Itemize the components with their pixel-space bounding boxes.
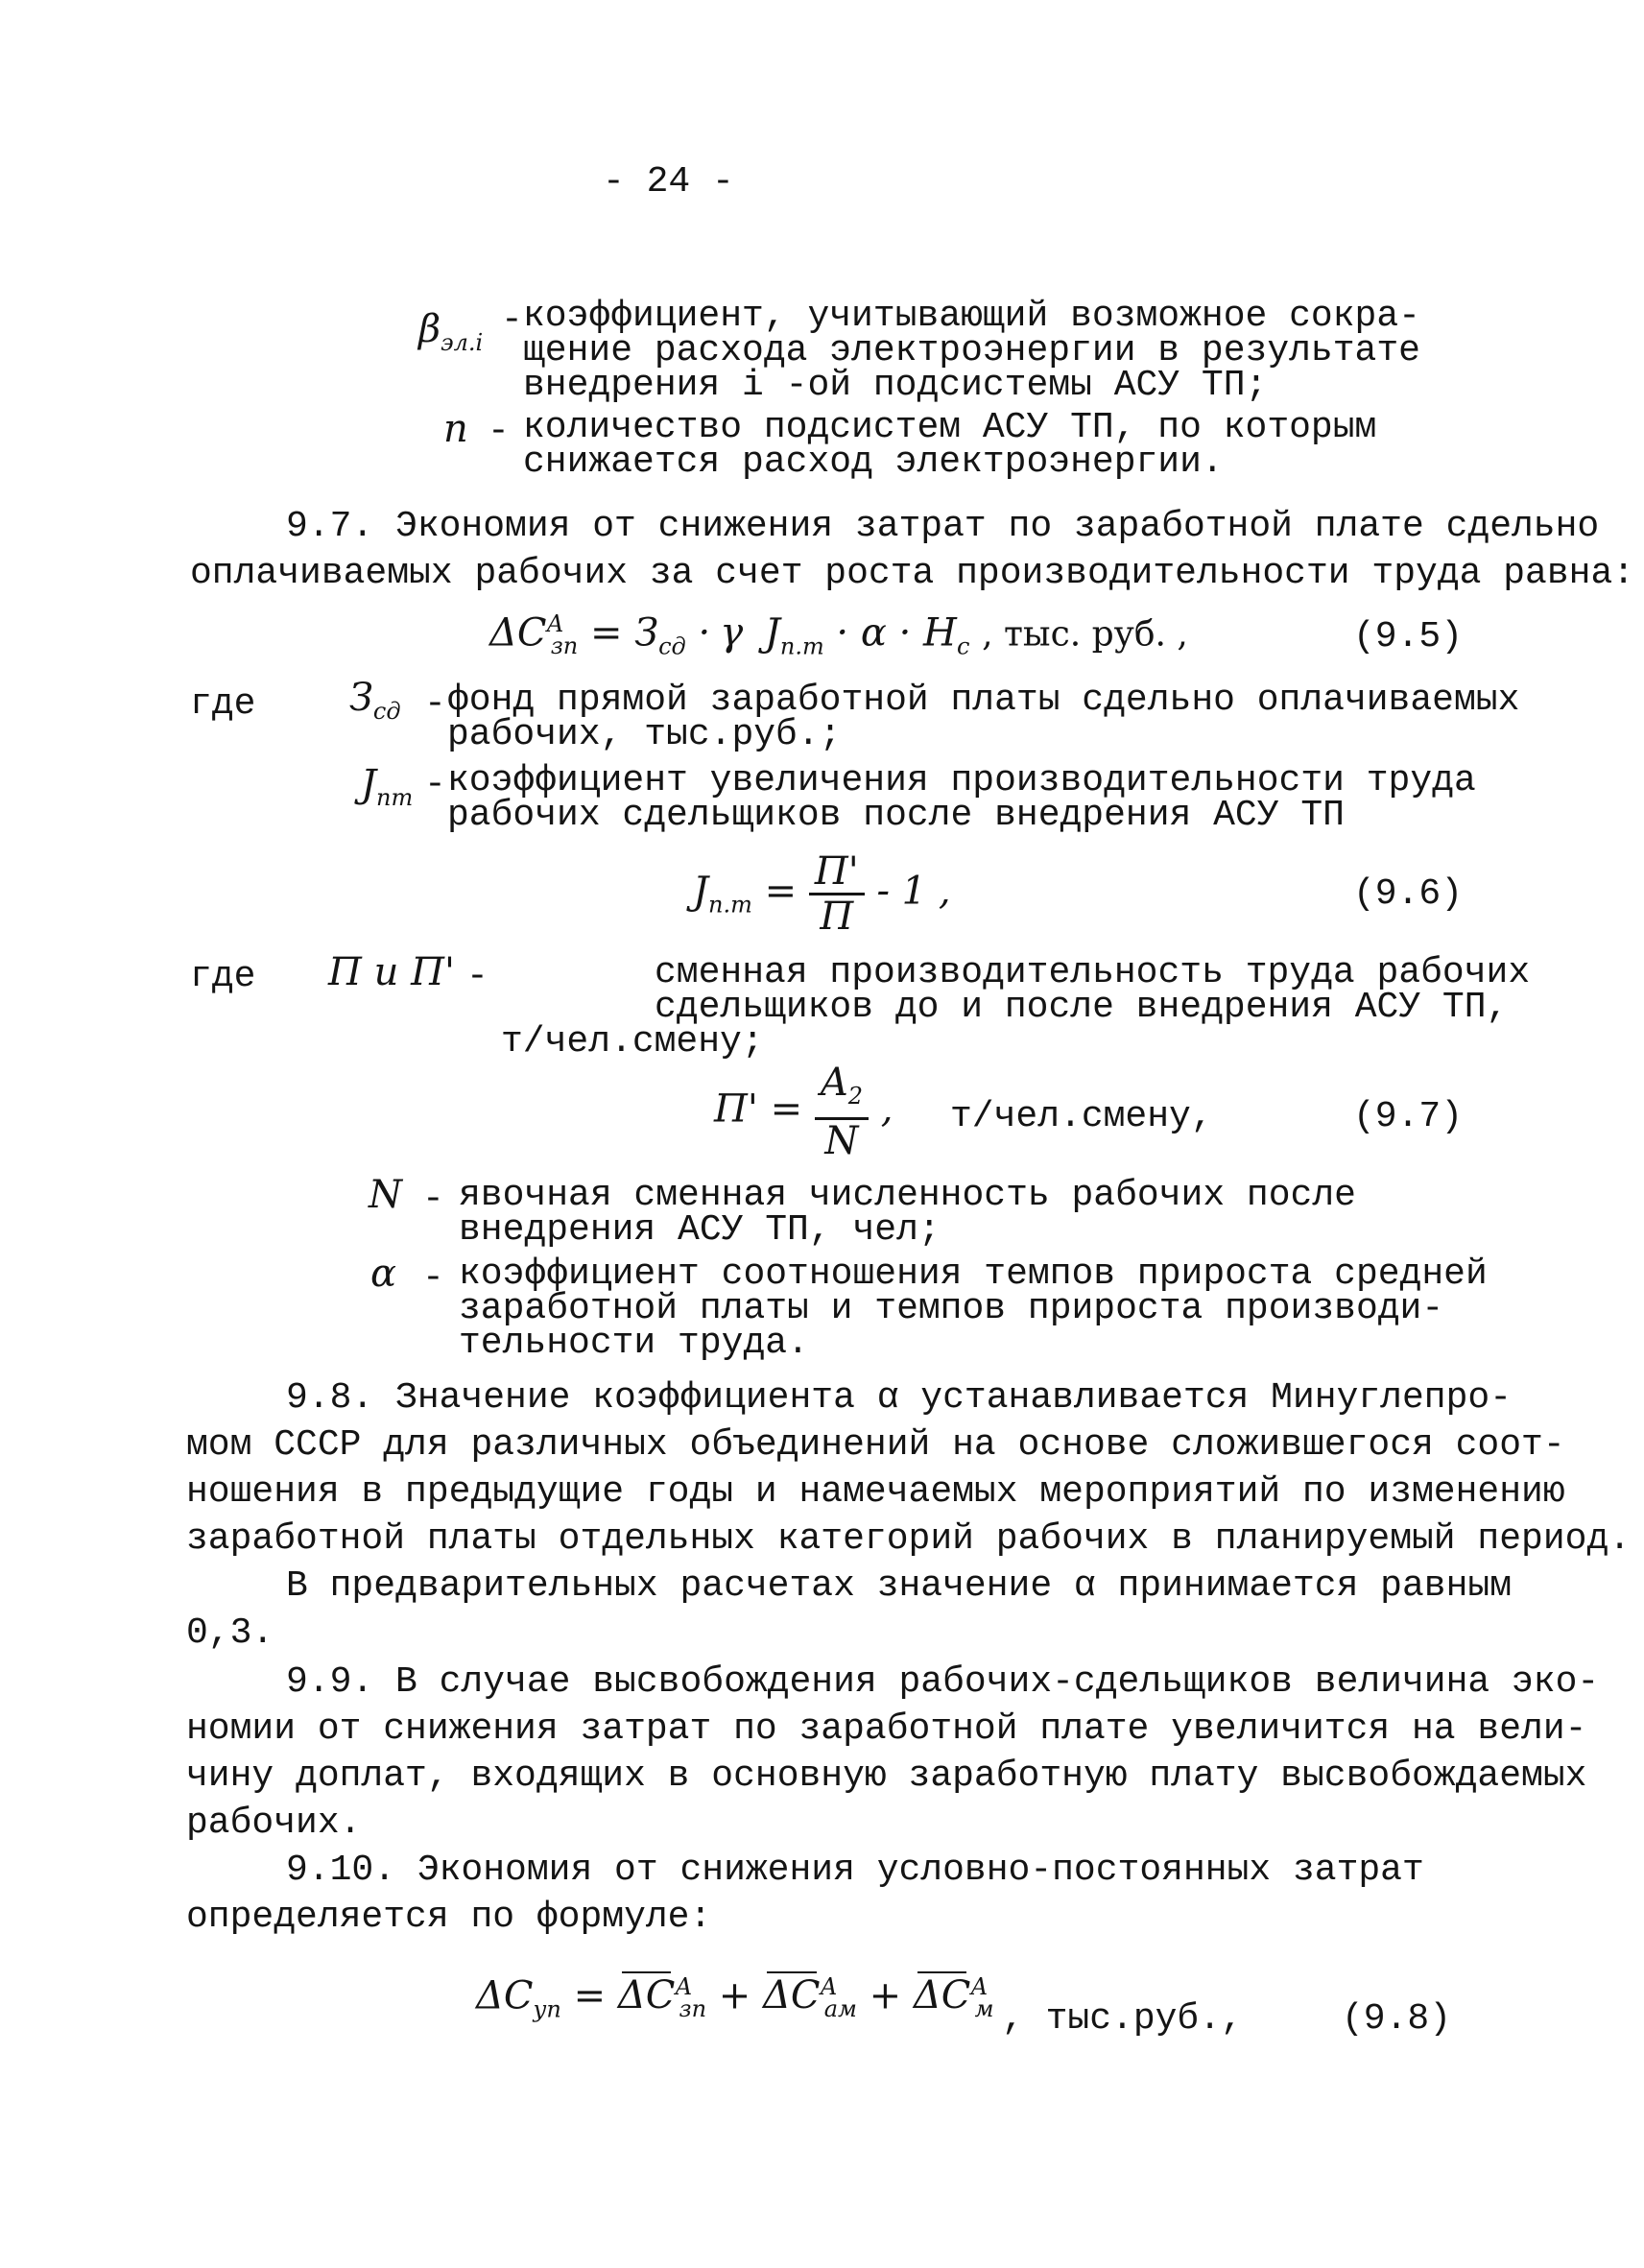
def-p-dash: -	[466, 956, 488, 997]
fraction-9-6: $\frac{П'}{П}$	[809, 850, 865, 938]
def-p-text: сменная производительность труда рабочих сдельщиков до и после внедрения АСУ ТП, т/чел.смену;	[501, 952, 1531, 1062]
def-p-symbol: П и П'	[328, 950, 455, 994]
def-beta-text: коэффициент, учитывающий возможное сокра- щение расхода электроэнергии в результате внедрения i -ой подсистемы АСУ ТП;	[523, 296, 1420, 406]
def-n-workers-text: явочная сменная численность рабочих после внедрения АСУ ТП, чел;	[459, 1175, 1356, 1251]
fraction-9-7: $\frac{A_2}{N}$	[815, 1062, 869, 1162]
paragraph-preliminary: В предварительных расчетах значение α принимается равным 0,3.	[186, 1565, 1513, 1654]
def-zsd-text: фонд прямой заработной платы сдельно оплачиваемых рабочих, тыс.руб.;	[447, 680, 1520, 755]
equation-9-7-unit: т/чел.смену,	[950, 1096, 1213, 1137]
def-beta-symbol: $\beta_{эл.i}$	[418, 307, 484, 356]
def-n-workers-dash: -	[422, 1179, 444, 1220]
def-beta-dash: -	[501, 299, 523, 341]
def-n-workers-symbol: N	[369, 1173, 402, 1217]
where-label-1: где	[190, 683, 256, 725]
def-jpt-text: коэффициент увеличения производительности труда рабочих сдельщиков после внедрения АСУ ТП	[447, 760, 1476, 836]
where-label-2: где	[190, 956, 256, 997]
page-number: - 24 -	[603, 161, 734, 203]
def-alpha-symbol: α	[370, 1252, 397, 1296]
def-zsd-symbol: $З_{сд}$	[349, 676, 401, 725]
def-jpt-symbol: $J_{пт}$	[361, 762, 414, 811]
equation-9-5: $\Delta C^А_{зп} = З_{сд} \cdot \gamma$ $J_{п.т} \cdot \alpha \cdot H_с$ , тыс. руб. ,	[489, 610, 1188, 660]
paragraph-9-8: 9.8. Значение коэффициента α устанавливается Минуглепро- мом СССР для различных объединений на основе сложившегося соот- ношения в предыдущие годы и намечаемых мероприятий по изменению заработной платы отдельных категорий рабочих в планируемый период.	[186, 1377, 1632, 1560]
equation-9-8: $\Delta C_{уп} = \Delta C^А_{зп} + \Delta C^А_{ам} + \Delta C^А_м$	[476, 1973, 994, 2023]
def-n-text: количество подсистем АСУ ТП, по которым снижается расход электроэнергии.	[523, 407, 1377, 483]
equation-9-8-unit: , тыс.руб.,	[1002, 1998, 1243, 2040]
def-n-dash: -	[488, 411, 510, 452]
equation-number-9-5: (9.5)	[1353, 616, 1464, 657]
paragraph-9-7: 9.7. Экономия от снижения затрат по заработной плате сдельно оплачиваемых рабочих за счет роста производительности труда равна:	[190, 506, 1635, 594]
def-jpt-dash: -	[424, 764, 446, 805]
def-zsd-dash: -	[424, 683, 446, 725]
equation-9-6: $J_{п.т}$ = $\frac{П'}{П}$ - 1 ,	[693, 849, 951, 939]
def-alpha-text: коэффициент соотношения темпов прироста средней заработной платы и темпов прироста производи- тельности труда.	[459, 1253, 1488, 1364]
equation-9-7: П' = $\frac{A_2}{N}$ ,	[714, 1061, 893, 1163]
equation-number-9-7: (9.7)	[1353, 1096, 1464, 1137]
def-n-symbol: n	[443, 407, 468, 451]
paragraph-9-10: 9.10. Экономия от снижения условно-постоянных затрат определяется по формуле:	[186, 1850, 1424, 1938]
equation-number-9-6: (9.6)	[1353, 873, 1464, 915]
paragraph-9-9: 9.9. В случае высвобождения рабочих-сдельщиков величина эко- номии от снижения затрат по заработной плате увеличится на вели- чину доплат, входящих в основную заработную плату высвобождаемых рабочих.	[186, 1661, 1600, 1844]
equation-number-9-8: (9.8)	[1342, 1998, 1452, 2040]
def-alpha-dash: -	[422, 1257, 444, 1299]
